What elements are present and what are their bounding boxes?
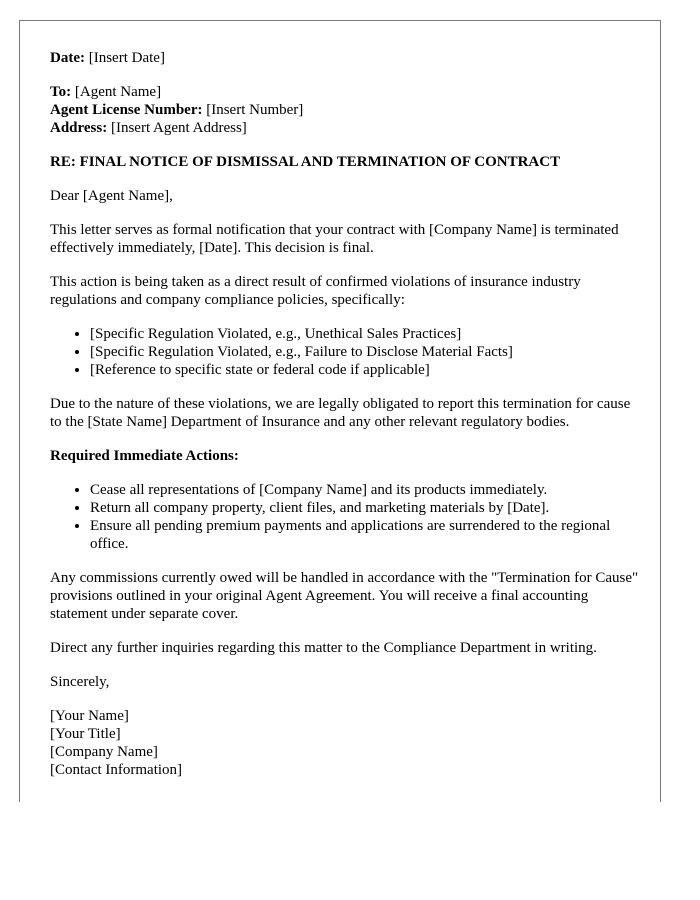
paragraph-commissions: Any commissions currently owed will be handled in accordance with the "Termination for Cause" provisions outlined in your original Agent Agreement. You will receive a final accounting statement under separate cover.	[50, 570, 639, 622]
paragraph-inquiries: Direct any further inquiries regarding this matter to the Compliance Department in writing.	[50, 640, 597, 656]
address-label: Address:	[50, 120, 108, 136]
letter-content	[50, 49, 640, 779]
date-line	[50, 49, 640, 67]
to-line	[50, 83, 640, 101]
closing: Sincerely,	[50, 674, 110, 690]
paragraph-notification: This letter serves as formal notification that your contract with [Company Name] is terminated effectively immediately, [Date]. This decision is final.	[50, 222, 619, 256]
list-item: • Return all company property, client files, and marketing materials by [Date].	[90, 499, 640, 517]
actions-list	[50, 481, 640, 553]
address-line	[50, 119, 640, 137]
list-item: • Ensure all pending premium payments and applications are surrendered to the regional office.	[90, 517, 640, 553]
paragraph-reporting: Due to the nature of these violations, we are legally obligated to report this termination for cause to the [State Name] Department of Insurance and any other relevant regulatory bodies.	[50, 396, 631, 430]
actions-heading-line	[50, 447, 640, 465]
signature-title: [Your Title]	[50, 726, 121, 742]
list-item: • [Reference to specific state or federal code if applicable]	[90, 361, 640, 379]
signature-name: [Your Name]	[50, 708, 129, 724]
address-value: [Insert Agent Address]	[110, 120, 247, 136]
signature-contact: [Contact Information]	[50, 762, 183, 778]
list-item: • [Specific Regulation Violated, e.g., Unethical Sales Practices]	[90, 325, 640, 343]
salutation: Dear [Agent Name],	[50, 188, 173, 204]
list-item: • [Specific Regulation Violated, e.g., Failure to Disclose Material Facts]	[90, 343, 640, 361]
date-value: [Insert Date]	[88, 50, 165, 66]
license-value: [Insert Number]	[206, 102, 304, 118]
license-line	[50, 101, 640, 119]
to-label: To:	[50, 84, 72, 100]
subject-text: RE: FINAL NOTICE OF DISMISSAL AND TERMINATION OF CONTRACT	[50, 154, 561, 170]
subject-line	[50, 153, 640, 171]
to-value: [Agent Name]	[74, 84, 162, 100]
signature-block	[50, 707, 640, 779]
violations-list	[50, 325, 640, 379]
paragraph-violations-intro: This action is being taken as a direct result of confirmed violations of insurance industry regulations and company compliance policies, specifically:	[50, 274, 581, 308]
list-item: • Cease all representations of [Company Name] and its products immediately.	[90, 481, 640, 499]
actions-heading: Required Immediate Actions:	[50, 448, 239, 464]
date-label: Date:	[50, 50, 85, 66]
signature-company: [Company Name]	[50, 744, 158, 760]
letter-page	[19, 20, 661, 802]
recipient-block	[50, 83, 640, 137]
license-label: Agent License Number:	[50, 102, 203, 118]
